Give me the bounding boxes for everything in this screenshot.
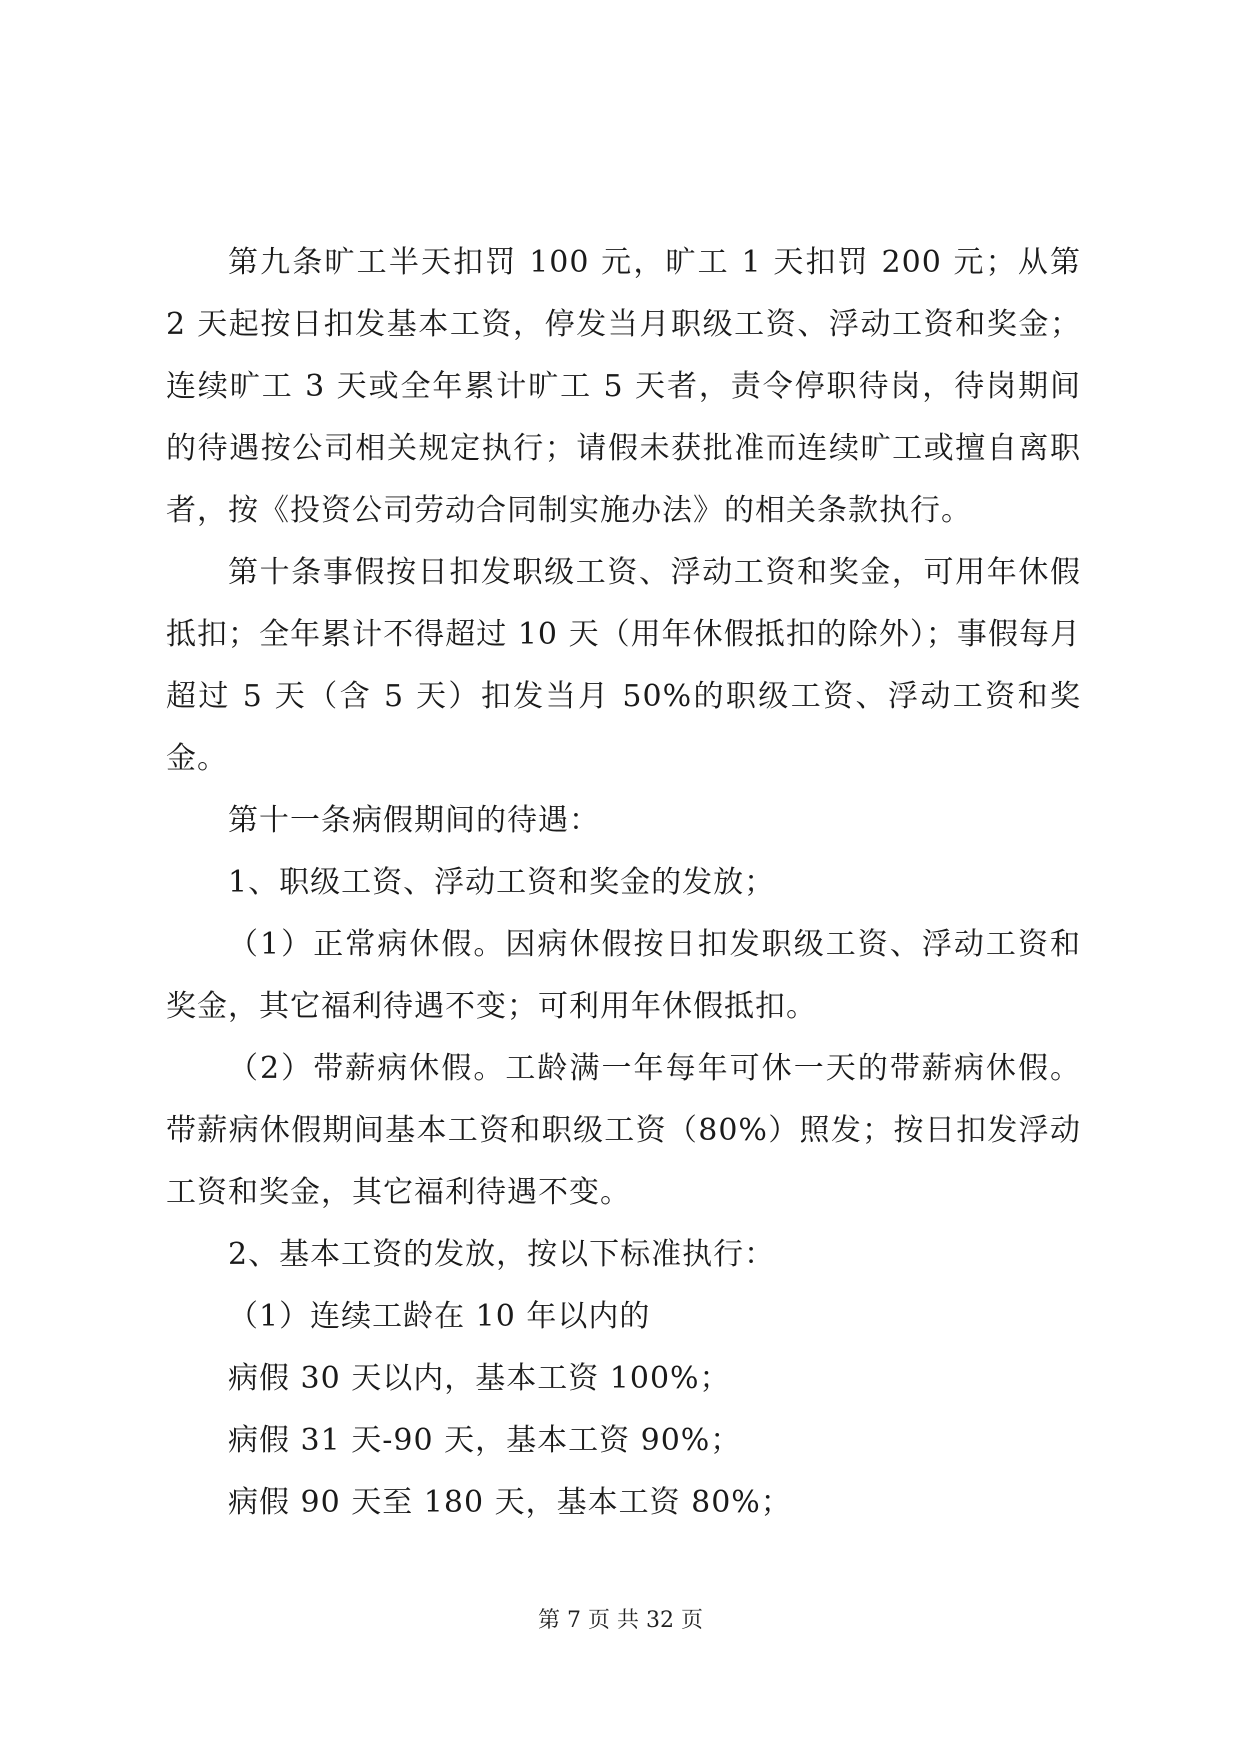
paragraph-sick-leave-90-180: 病假 90 天至 180 天，基本工资 80%； — [228, 1485, 792, 1520]
paragraph-item-1-2: （2）带薪病休假。工龄满一年每年可休一天的带薪病休假。带薪病休假期间基本工资和职级工资（80%）照发；按日扣发浮动工资和奖金，其它福利待遇不变。 — [166, 1051, 1081, 1210]
paragraph-item-2: 2、基本工资的发放，按以下标准执行： — [228, 1237, 776, 1272]
document-body — [166, 232, 1081, 1534]
paragraph-article-11-heading: 第十一条病假期间的待遇： — [228, 803, 600, 838]
paragraph-article-9: 第九条旷工半天扣罚 100 元，旷工 1 天扣罚 200 元；从第 2 天起按日扣发基本工资，停发当月职级工资、浮动工资和奖金；连续旷工 3 天或全年累计旷工 5 天者，责令停职待岗，待岗期间的待遇按公司相关规定执行；请假未获批准而连续旷工或擅自离职者，按《投资公司劳动合同制实施办法》的相关条款执行。 — [166, 245, 1081, 528]
paragraph-sick-leave-31-90: 病假 31 天-90 天，基本工资 90%； — [228, 1423, 742, 1458]
paragraph-item-1-1: （1）正常病休假。因病休假按日扣发职级工资、浮动工资和奖金，其它福利待遇不变；可利用年休假抵扣。 — [166, 927, 1081, 1024]
paragraph-sick-leave-30: 病假 30 天以内，基本工资 100%； — [228, 1361, 731, 1396]
page-footer: 第 7 页 共 32 页 — [538, 1608, 703, 1633]
paragraph-article-10: 第十条事假按日扣发职级工资、浮动工资和奖金，可用年休假抵扣；全年累计不得超过 10 天（用年休假抵扣的除外）；事假每月超过 5 天（含 5 天）扣发当月 50%的职级工资、浮动工资和奖金。 — [166, 555, 1081, 776]
paragraph-item-2-1: （1）连续工龄在 10 年以内的 — [228, 1299, 651, 1334]
paragraph-item-1: 1、职级工资、浮动工资和奖金的发放； — [228, 865, 776, 900]
